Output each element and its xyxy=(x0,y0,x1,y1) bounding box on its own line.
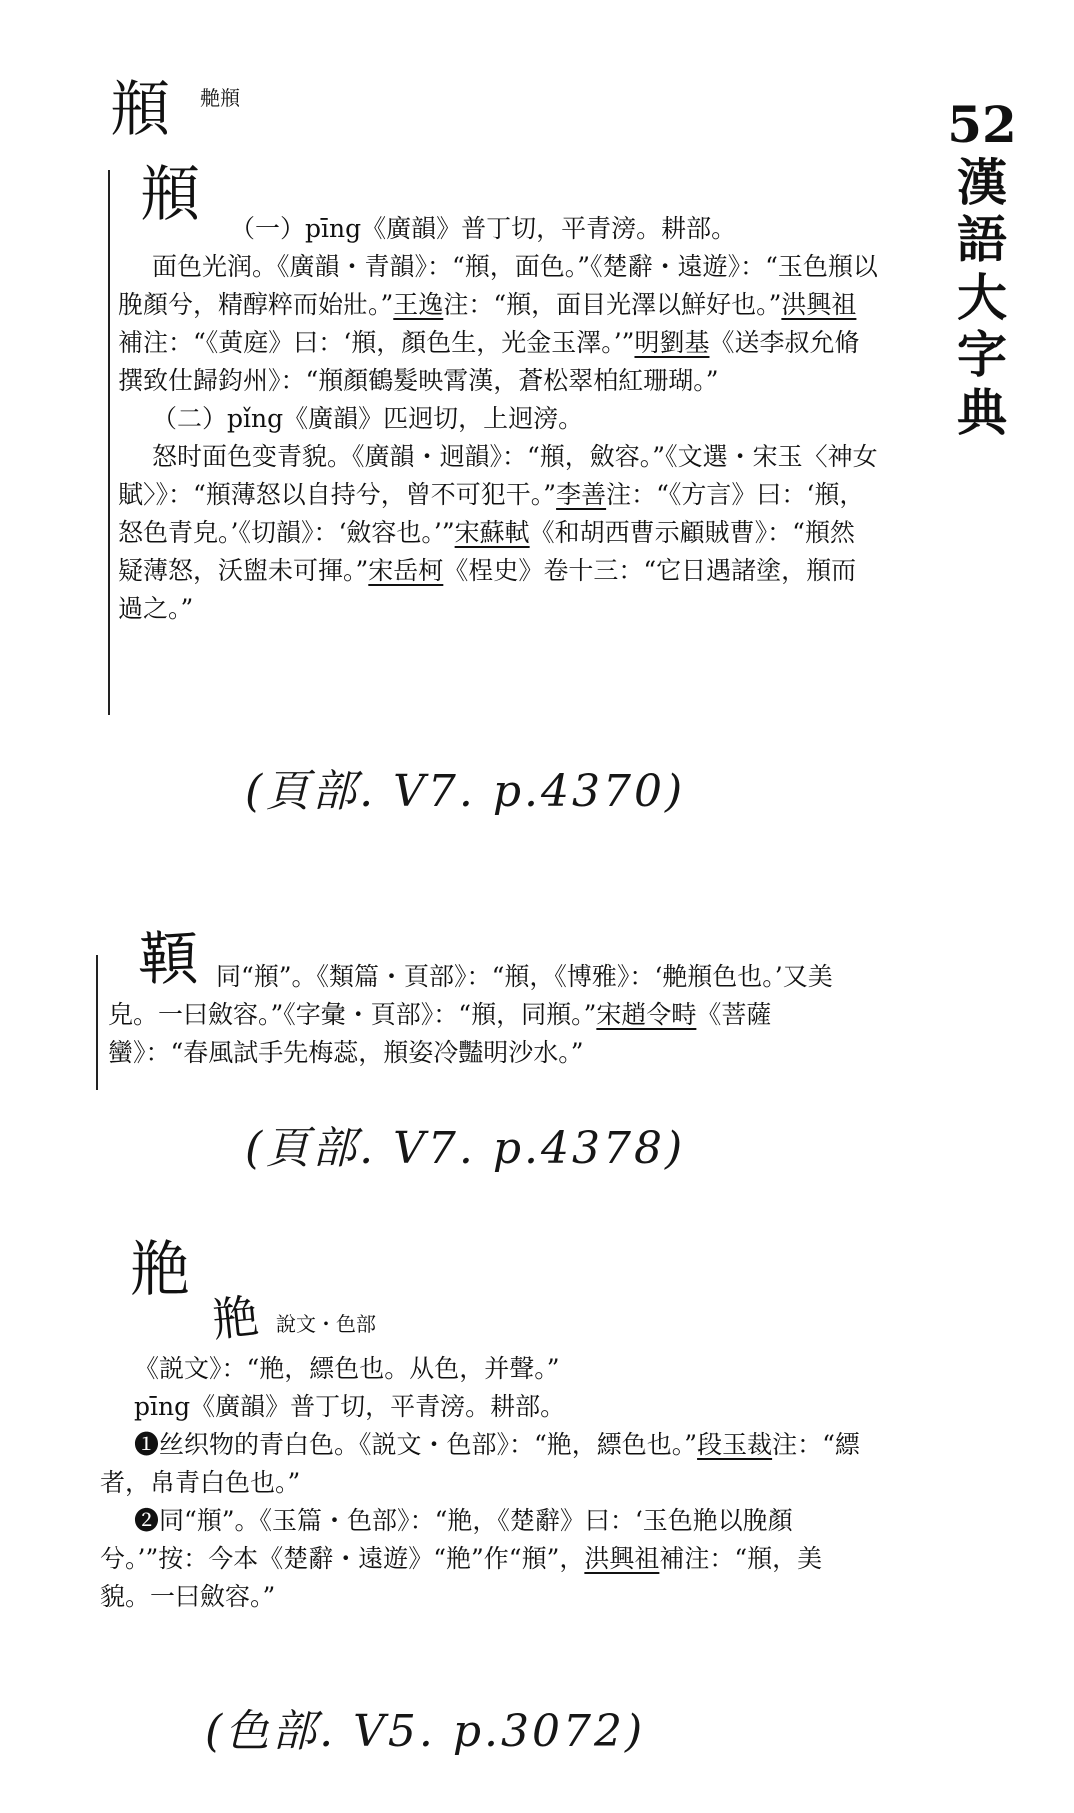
side-title-char-5: 典 xyxy=(957,382,1007,442)
entry2-text-b: 《菩薩蠻》：“春風試手先梅蕊，頩姿冷豔明沙水。” xyxy=(108,1000,772,1067)
side-title-number: 52 xyxy=(947,95,1017,154)
entry1-reading1: （一）pīng《廣韻》普丁切，平青滂。耕部。 xyxy=(230,214,737,243)
entry2-name1: 宋趙令畤 xyxy=(596,1000,697,1029)
entry1-p2-c: 《和胡西曹示顧賊曹》：“頩然疑薄怒，沃盥未可揮。” xyxy=(118,518,855,585)
entry3-sense1-b: 注：“縹者，帛青白色也。” xyxy=(100,1430,860,1497)
entry1-p1-b: 注：“頩，面目光澤以鮮好也。” xyxy=(443,290,782,319)
side-title-char-4: 字 xyxy=(957,325,1007,384)
entry1-paragraph1 xyxy=(118,248,878,400)
entry2-paragraph xyxy=(108,958,868,1072)
entry2-handwritten-note: (頁部. V7. p.4378) xyxy=(245,1123,686,1174)
entry3-sense2-name: 洪興祖 xyxy=(584,1544,660,1573)
entry1-margin-line xyxy=(108,170,110,715)
entry2-text-a: 同“頩”。《類篇・頁部》：“頩，《博雅》：‘艴頩色也。’又美皃。一曰斂容。”《字彙・頁部》：“頩，同頩。” xyxy=(108,962,833,1029)
entry1-p2-name2: 宋蘇軾 xyxy=(454,518,530,547)
entry1-p2-name1: 李善 xyxy=(556,480,607,509)
entry1-p2-a: 怒时面色变青貌。《廣韻・迥韻》：“頩，斂容。”《文選・宋玉〈神女賦〉》：“頩薄怒以自持兮，曾不可犯干。” xyxy=(118,442,878,509)
entry1-p2-name3: 宋岳柯 xyxy=(368,556,444,585)
entry1-p1-c: 補注：“《黄庭》曰：‘頩，顏色生，光金玉澤。’” xyxy=(118,328,635,357)
entry3-sense1-a: ❶丝织物的青白色。《説文・色部》：“艵，縹色也。” xyxy=(134,1430,698,1459)
side-title xyxy=(942,96,1022,441)
entry3-line2: pīng《廣韻》普丁切，平青滂。耕部。 xyxy=(134,1392,566,1421)
entry3-sense2 xyxy=(100,1502,870,1616)
top-head-char: 頩 xyxy=(110,75,170,145)
entry1-head-char: 頩 xyxy=(140,160,200,230)
entry1-p1-name3: 明劉基 xyxy=(634,328,710,357)
entry3-sense1-name: 段玉裁 xyxy=(697,1430,773,1459)
entry1-p1-name2: 洪興祖 xyxy=(781,290,857,319)
entry2-head-char: 𩔈 xyxy=(138,923,198,993)
entry1-p1-d: 《送李叔允脩撰致仕歸鈞州》：“頩顏鶴髮映霄漢，蒼松翠柏紅珊瑚。” xyxy=(118,328,860,395)
entry3-head-char: 艵 xyxy=(130,1235,190,1305)
entry3-line1: 《説文》：“艵，縹色也。从色，并聲。” xyxy=(134,1354,560,1383)
entry3-seal-note: 說文・色部 xyxy=(276,1312,376,1336)
entry3-sense1 xyxy=(100,1426,870,1502)
entry1-p2-b: 注：“《方言》曰：‘頩，怒色青皃。’《切韻》：‘斂容也。’” xyxy=(118,480,865,547)
entry2-text xyxy=(108,958,868,1072)
entry3-sense2-a: ❷同“頩”。《玉篇・色部》：“艵，《楚辭》曰：‘玉色艵以脕顏兮。’”按：今本《楚辭・遠遊》“艵”作“頩”， xyxy=(100,1506,793,1573)
entry3-text xyxy=(100,1350,870,1616)
side-title-char-1: 漢 xyxy=(957,152,1007,212)
entry1-p1-a: 面色光润。《廣韻・青韻》：“頩，面色。”《楚辭・遠遊》：“玉色頩以脕顏兮，精醇粹而始壯。” xyxy=(118,252,878,319)
entry3-handwritten-note: (色部. V5. p.3072) xyxy=(205,1706,646,1757)
top-head-note: 艴頩 xyxy=(200,86,240,110)
entry3-seal-char: 艵 xyxy=(209,1288,262,1348)
entry3-sense2-b: 補注：“頩，美貌。一曰斂容。” xyxy=(100,1544,823,1611)
entry1-reading2: （二）pǐng《廣韻》匹迥切，上迥滂。 xyxy=(152,404,584,433)
entry1-p1-name1: 王逸 xyxy=(393,290,444,319)
entry2-margin-line xyxy=(96,955,98,1090)
entry1-text xyxy=(118,170,878,628)
entry1-p2-d: 《桯史》卷十三：“它日遇諸塗，頩而過之。” xyxy=(118,556,857,623)
entry1-paragraph2 xyxy=(118,438,878,628)
entry1-handwritten-note: (頁部. V7. p.4370) xyxy=(245,766,686,817)
side-title-char-3: 大 xyxy=(957,267,1007,327)
side-title-char-2: 語 xyxy=(957,210,1007,269)
